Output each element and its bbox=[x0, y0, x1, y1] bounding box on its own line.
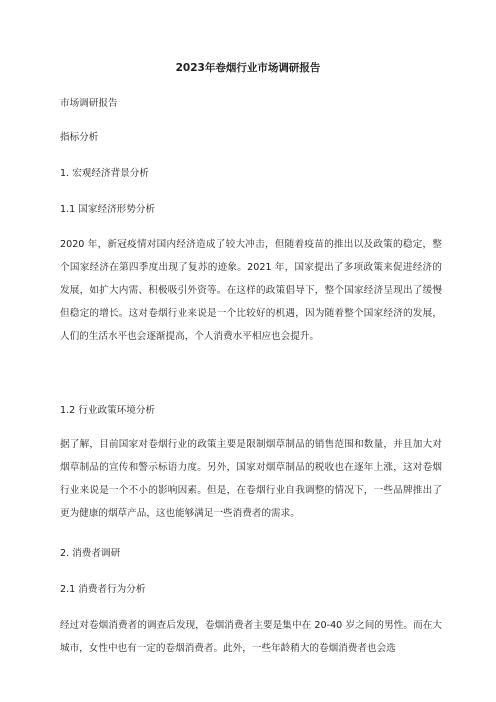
heading-national-economy: 1.1 国家经济形势分析 bbox=[60, 204, 156, 215]
paragraph-policy-environment: 据了解，目前国家对卷烟行业的政策主要是限制烟草制品的销售范围和数量，并且加大对烟草制品的宣传和警示标语力度。另外，国家对烟草制品的税收也在逐年上涨，这对卷烟行业来说是一个不小的影响因素。但是，在卷烟行业自我调整的情况下，一些品牌推出了更为健康的烟草产品，这也能够满足一些消费者的需求。 bbox=[60, 439, 442, 519]
paragraph-national-economy: 2020 年，新冠疫情对国内经济造成了较大冲击，但随着疫苗的推出以及政策的稳定，整个国家经济在第四季度出现了复苏的迹象。2021 年，国家提出了多项政策来促进经济的发展，如扩大内需、积极吸引外资等。在这样的政策倡导下，整个国家经济呈现出了缓慢但稳定的增长。这对卷烟行业来说是一个比较好的机遇，因为随着整个国家经济的发展，人们的生活水平也会逐渐提高，个人消费水平相应也会提升。 bbox=[60, 239, 442, 342]
heading-policy-environment: 1.2 行业政策环境分析 bbox=[60, 405, 156, 416]
heading-consumer-behavior: 2.1 消费者行为分析 bbox=[60, 584, 146, 595]
paragraph-consumer-behavior: 经过对卷烟消费者的调查后发现，卷烟消费者主要是集中在 20-40 岁之间的男性。而在大城市，女性中也有一定的卷烟消费者。此外，一些年龄稍大的卷烟消费者也会选 bbox=[60, 620, 442, 654]
report-subtitle: 市场调研报告 bbox=[60, 98, 118, 109]
heading-macro-economy: 1. 宏观经济背景分析 bbox=[60, 168, 149, 179]
document-title: 2023年卷烟行业市场调研报告 bbox=[175, 62, 321, 74]
section-index-label: 指标分析 bbox=[60, 132, 99, 143]
heading-consumer-research: 2. 消费者调研 bbox=[60, 548, 121, 559]
